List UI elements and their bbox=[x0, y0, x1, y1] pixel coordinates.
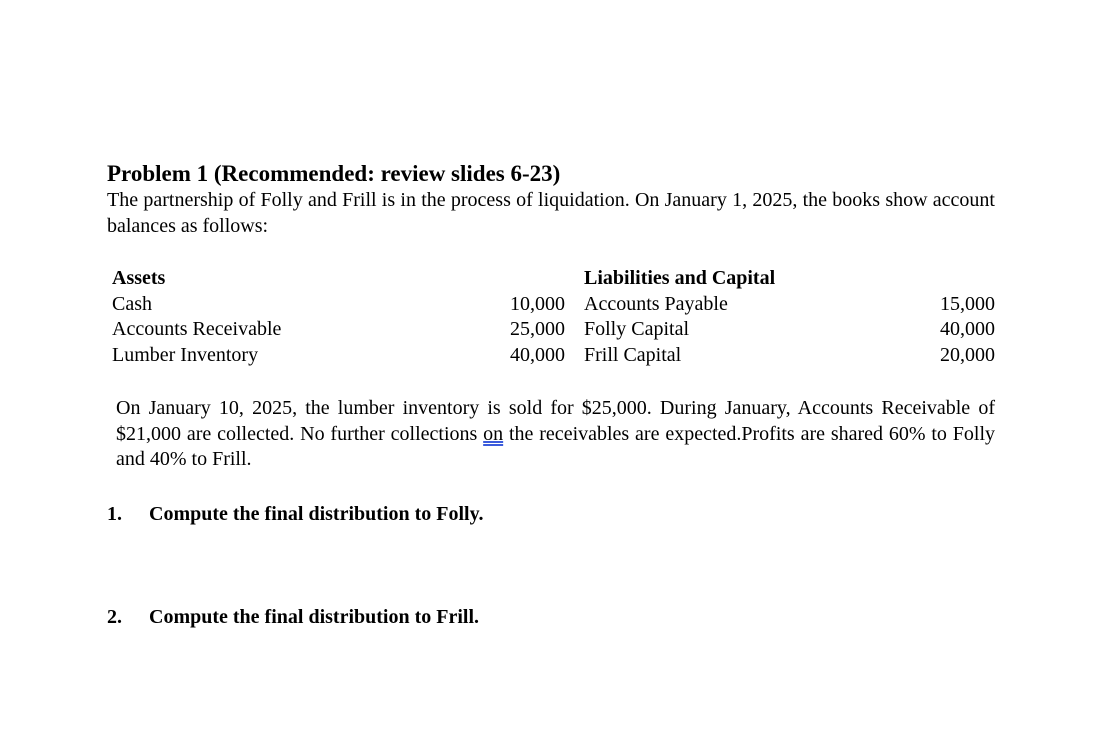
asset-name: Lumber Inventory bbox=[112, 343, 259, 366]
liability-name: Folly Capital bbox=[584, 318, 689, 340]
asset-amount: 25,000 bbox=[510, 318, 565, 340]
question-2 bbox=[107, 605, 479, 630]
question-number: 1. bbox=[107, 503, 122, 525]
question-text: Compute the final distribution to Frill. bbox=[149, 606, 480, 628]
balance-table-header bbox=[112, 266, 995, 292]
problem-title: Problem 1 (Recommended: review slides 6-23) bbox=[107, 161, 561, 186]
table-row bbox=[112, 317, 995, 343]
question-number: 2. bbox=[107, 606, 122, 628]
table-row bbox=[112, 343, 995, 369]
assets-header: Assets bbox=[112, 267, 166, 289]
scenario-text-part1: On January 10, 2025, the lumber inventory is sold for $25,000. During January, Accounts Receivable of $21,000 are collected. No further collections bbox=[116, 397, 995, 445]
asset-name: Cash bbox=[112, 292, 152, 315]
spellcheck-underlined-word: on bbox=[483, 422, 504, 445]
asset-name: Accounts Receivable bbox=[112, 318, 282, 340]
question-text: Compute the final distribution to Folly. bbox=[149, 503, 484, 525]
liabilities-header: Liabilities and Capital bbox=[584, 267, 776, 289]
liability-name: Accounts Payable bbox=[584, 292, 728, 315]
question-1 bbox=[107, 502, 483, 527]
table-row bbox=[112, 292, 995, 318]
balance-table bbox=[112, 266, 995, 368]
liability-name: Frill Capital bbox=[584, 343, 682, 366]
problem-intro: The partnership of Folly and Frill is in the process of liquidation. On January 1, 2025, the books show account balances as follows: bbox=[107, 189, 995, 237]
liability-amount: 40,000 bbox=[940, 318, 995, 340]
liability-amount: 15,000 bbox=[940, 292, 995, 315]
scenario-paragraph bbox=[116, 396, 995, 473]
asset-amount: 40,000 bbox=[510, 343, 565, 366]
liability-amount: 20,000 bbox=[940, 343, 995, 366]
problem-document bbox=[107, 160, 995, 628]
scenario-text-part2: the receivables are expected.Profits are shared 60% to Folly and 40% to Frill. bbox=[116, 422, 995, 470]
asset-amount: 10,000 bbox=[510, 292, 565, 315]
